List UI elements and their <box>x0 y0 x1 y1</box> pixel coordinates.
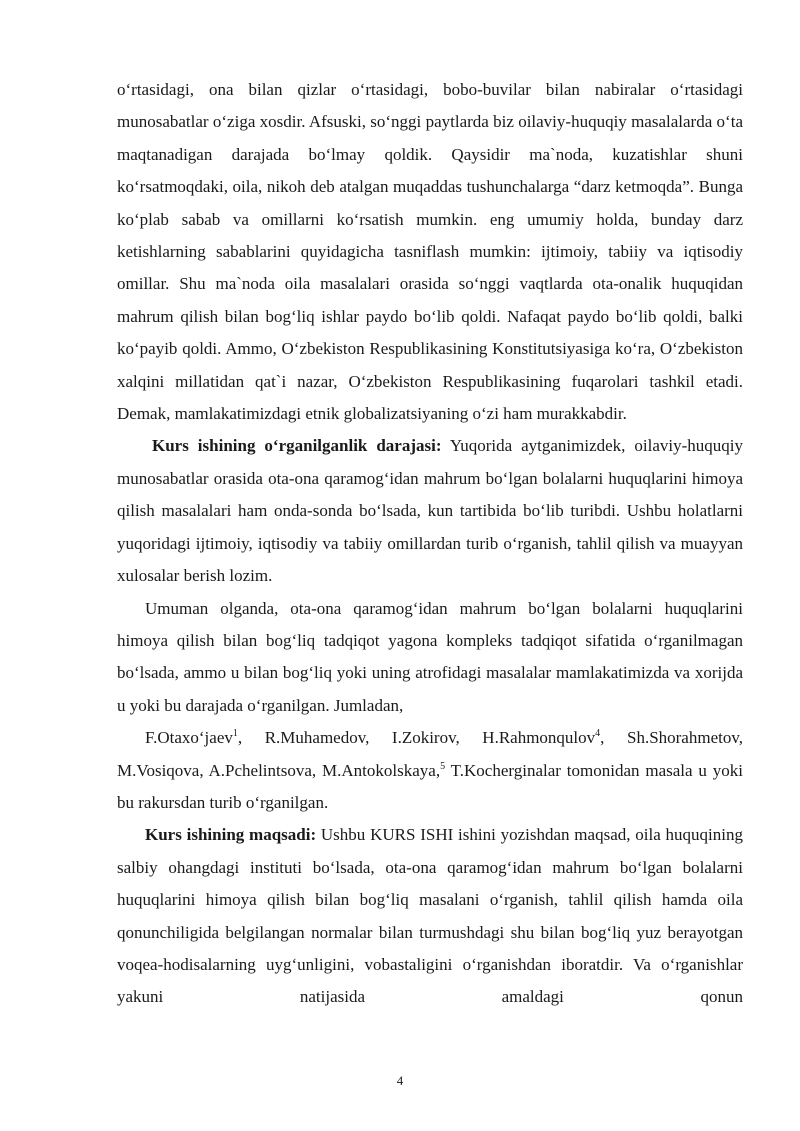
page-number: 4 <box>396 1073 404 1088</box>
authors-4: T.Kocherginalar tomonidan masala u yoki bu rakursdan turib o‘rganilgan. <box>117 760 743 812</box>
authors-2: , R.Muhamedov, I.Zokirov, H.Rahmonqulov <box>237 728 596 748</box>
footnote-ref-1[interactable]: 1 <box>232 728 238 740</box>
footnote-ref-4[interactable]: 4 <box>595 728 601 740</box>
goal-paragraph <box>117 819 743 1013</box>
footnote-ref-5[interactable]: 5 <box>440 760 446 772</box>
goal-heading: Kurs ishining maqsadi: <box>145 825 317 845</box>
general-paragraph: Umuman olganda, ota-ona qaramog‘idan mahrum bo‘lgan bolalarni huquqlarini himoya qilish bilan bog‘liq tadqiqot yagona kompleks tadqiqot sifatida o‘rganilmagan bo‘lsada, ammo u bilan bog‘liq yoki uning atrofidagi masalalar mamlakatimizda va xorijda u yoki bu darajada o‘rganilgan. Jumladan, <box>117 598 743 715</box>
study-degree-text: Yuqorida aytganimizdek, oilaviy-huquqiy munosabatlar orasida ota-ona qaramog‘idan mahrum bo‘lgan bolalarni huquqlarini himoya qilish masalalari ham onda-sonda bo‘lsada, kun tartibida bo‘lib turibdi. Ushbu holatlarni yuqoridagi ijtimoiy, iqtisodiy va tabiiy omillardan turib o‘rganish, tahlil qilish va muayyan xulosalar berish lozim. <box>117 436 743 586</box>
author-1: F.Otaxo‘jaev <box>145 728 233 748</box>
study-degree-paragraph <box>117 430 743 592</box>
intro-paragraph: o‘rtasidagi, ona bilan qizlar o‘rtasidagi, bobo-buvilar bilan nabiralar o‘rtasidagi munosabatlar o‘ziga xosdir. Afsuski, so‘nggi paytlarda biz oilaviy-huquqiy masalalarda o‘ta maqtanadigan darajada bo‘lmay qoldik. Qaysidir ma`noda, kuzatishlar shuni ko‘rsatmoqdaki, oila, nikoh deb atalgan muqaddas tushunchalarga “darz ketmoqda”. Bunga ko‘plab sabab va omillarni ko‘rsatish mumkin. eng umumiy holda, bunday darz ketishlarning sabablarini quyidagicha tasniflash mumkin: ijtimoiy, tabiiy va iqtisodiy omillar. Shu ma`noda oila masalalari orasida so‘nggi vaqtlarda ota-onalik huquqidan mahrum qilish bilan bog‘liq ishlar paydo bo‘lib qoldi. Nafaqat paydo bo‘lib qoldi, balki ko‘payib qoldi. Ammo, O‘zbekiston Respublikasining Konstitutsiyasiga ko‘ra, O‘zbekiston xalqini millatidan qat`i nazar, O‘zbekiston Respublikasining fuqarolari tashkil etadi. Demak, mamlakatimizdagi etnik globalizatsiyaning o‘zi ham murakkabdir. <box>117 80 743 424</box>
goal-text: Ushbu KURS ISHI ishini yozishdan maqsad, oila huquqining salbiy ohangdagi instituti bo‘lsada, ota-ona qaramog‘idan mahrum bo‘lgan bolalarni huquqlarini himoya qilish bilan bog‘liq masalani o‘rganish, tahlil qilish hamda oila qonunchiligida belgilangan normalar bilan turmushdagi shu bilan bog‘liq yuz berayotgan voqea-hodisalarning uyg‘unligini, vobastaligini o‘rganishdan iboratdir. Va o‘rganishlar yakuni natijasida amaldagi qonun <box>117 825 743 1007</box>
study-degree-heading: Kurs ishining o‘rganilganlik darajasi: <box>152 436 442 456</box>
authors-paragraph <box>117 722 743 819</box>
document-page <box>117 74 743 1014</box>
authors-3: , Sh.Shorahmetov, M.Vosiqova, A.Pchelintsova, M.Antokolskaya, <box>117 728 743 780</box>
